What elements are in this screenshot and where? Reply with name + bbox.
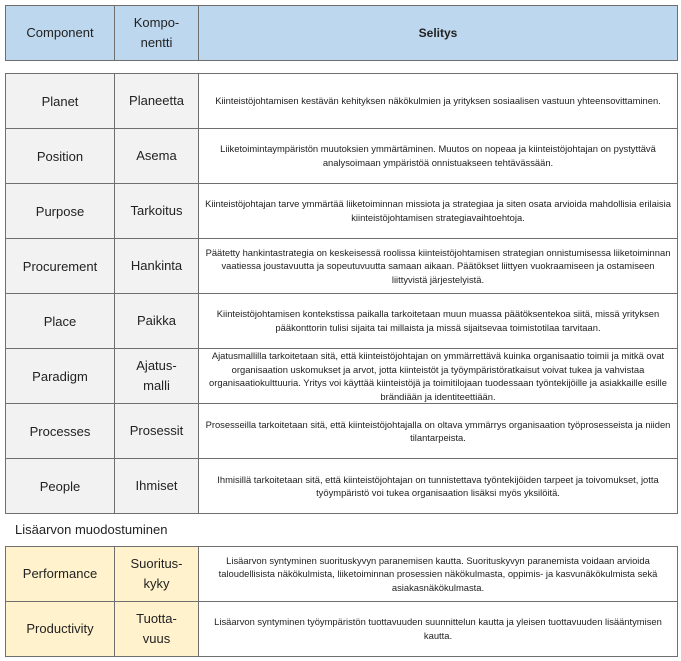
component-name-fi-line: Tuotta- xyxy=(136,611,177,626)
component-name: Performance xyxy=(6,547,115,602)
component-name-fi-line: Paikka xyxy=(136,313,177,328)
table-row xyxy=(6,349,678,404)
component-name-fi xyxy=(115,602,199,657)
component-name: Productivity xyxy=(6,602,115,657)
table-row xyxy=(6,294,678,349)
component-description: Lisäarvon syntyminen työympäristön tuottavuuden suunnittelun kautta ja yleisen tuottavuuden lisääntymisen kautta. xyxy=(199,602,678,657)
header-komponentti-line2: nentti xyxy=(140,35,173,50)
table-row xyxy=(6,74,678,129)
component-name-fi-line: Asema xyxy=(136,148,177,163)
component-description: Lisäarvon syntyminen suorituskyvyn paranemisen kautta. Suorituskyvyn paranemista voidaan arvioida taloudellisista näkökulmista, liiketoiminnan prosessien näkökulmasta, oppimis- ja kasvunäkökulmista sekä asiakasnäkökulmasta. xyxy=(199,547,678,602)
component-name: Planet xyxy=(6,74,115,129)
component-name: People xyxy=(6,459,115,514)
component-name: Position xyxy=(6,129,115,184)
header-selitys: Selitys xyxy=(199,6,678,61)
component-name-fi-line: Suoritus- xyxy=(130,556,183,571)
component-description: Kiinteistöjohtamisen kontekstissa paikalla tarkoitetaan muun muassa päätöksentekoa siitä, missä yrityksen pääkonttorin tulisi sijaita tai millaista ja missä sijaitsevaa toimistotilaa tarvitaan. xyxy=(199,294,678,349)
header-komponentti xyxy=(115,6,199,61)
component-table-body xyxy=(6,74,678,514)
table-row xyxy=(6,459,678,514)
table-row xyxy=(6,602,678,657)
header-component: Component xyxy=(6,6,115,61)
component-name-fi xyxy=(115,294,199,349)
value-table-body xyxy=(6,547,678,657)
component-name-fi-line: Hankinta xyxy=(130,258,183,273)
component-name-fi-line: Ihmiset xyxy=(135,478,178,494)
component-name-fi xyxy=(115,239,199,294)
component-table xyxy=(5,73,678,514)
component-name-fi-line: malli xyxy=(143,378,170,394)
component-name-fi xyxy=(115,184,199,239)
table-row xyxy=(6,547,678,602)
component-description: Päätetty hankintastrategia on keskeisessä roolissa kiinteistöjohtamisen strategian onnistumisessa liiketoiminnan vaatiessa joustavuutta ja sopeutuvuutta samaan aikaan. Päätökset liittyen vuokraamiseen ja ostamiseen liittyvistä järjestelyistä. xyxy=(199,239,678,294)
component-name: Paradigm xyxy=(6,349,115,404)
component-name: Purpose xyxy=(6,184,115,239)
component-name-fi-line: kyky xyxy=(143,576,170,591)
component-description: Kiinteistöjohtamisen kestävän kehityksen näkökulmien ja yrityksen sosiaalisen vastuun yhteensovittaminen. xyxy=(199,74,678,129)
header-table xyxy=(5,5,678,61)
component-name-fi xyxy=(115,547,199,602)
component-description: Prosesseilla tarkoitetaan sitä, että kiinteistöjohtajalla on oltava ymmärrys organisaation työprosesseista ja niiden tilantarpeista. xyxy=(199,404,678,459)
component-description: Ajatusmallilla tarkoitetaan sitä, että kiinteistöjohtajan on ymmärrettävä kuinka organisaatio toimii ja mitkä ovat organisaation uskomukset ja arvot, jotta kiinteistöt ja työympäristöratkaisut voivat tukea ja vahvistaa organisaatiokulttuuria. Yritys voi käyttää kiinteistöjä ja toimitilojaan tuodessaan työntekijöille ja asiakkaille esille brändiään ja identiteettiään. xyxy=(199,349,678,404)
component-name-fi-line: Prosessit xyxy=(129,423,184,439)
header-komponentti-line1: Kompo- xyxy=(133,15,180,30)
component-name: Procurement xyxy=(6,239,115,294)
component-name-fi xyxy=(115,74,199,129)
component-name-fi-line: vuus xyxy=(142,631,171,646)
component-name-fi xyxy=(115,349,199,404)
header-row xyxy=(6,6,678,61)
table-row xyxy=(6,129,678,184)
component-description: Kiinteistöjohtajan tarve ymmärtää liiketoiminnan missiota ja strategiaa ja siten osata arvioida mahdollisia erilaisia kiinteistöjohtamisen strategiavaihtoehtoja. xyxy=(199,184,678,239)
section-title: Lisäarvon muodostuminen xyxy=(15,522,168,537)
table-row xyxy=(6,404,678,459)
value-table xyxy=(5,546,678,657)
component-name-fi-line: Planeetta xyxy=(129,93,184,108)
component-name: Processes xyxy=(6,404,115,459)
component-name-fi xyxy=(115,404,199,459)
component-description: Liiketoimintaympäristön muutoksien ymmärtäminen. Muutos on nopeaa ja kiinteistöjohtajan on pystyttävä analysoimaan ympäristöä onnistuakseen tehtävässään. xyxy=(199,129,678,184)
component-name-fi xyxy=(115,129,199,184)
table-row xyxy=(6,239,678,294)
component-name-fi xyxy=(115,459,199,514)
table-row xyxy=(6,184,678,239)
component-name-fi-line: Tarkoitus xyxy=(130,203,183,218)
component-name-fi-line: Ajatus- xyxy=(136,358,177,374)
component-description: Ihmisillä tarkoitetaan sitä, että kiinteistöjohtajan on tunnistettava työntekijöiden tarpeet ja toivomukset, jotta työympäristö voi tukea organisaation lisäksi myös yksilöitä. xyxy=(199,459,678,514)
component-name: Place xyxy=(6,294,115,349)
